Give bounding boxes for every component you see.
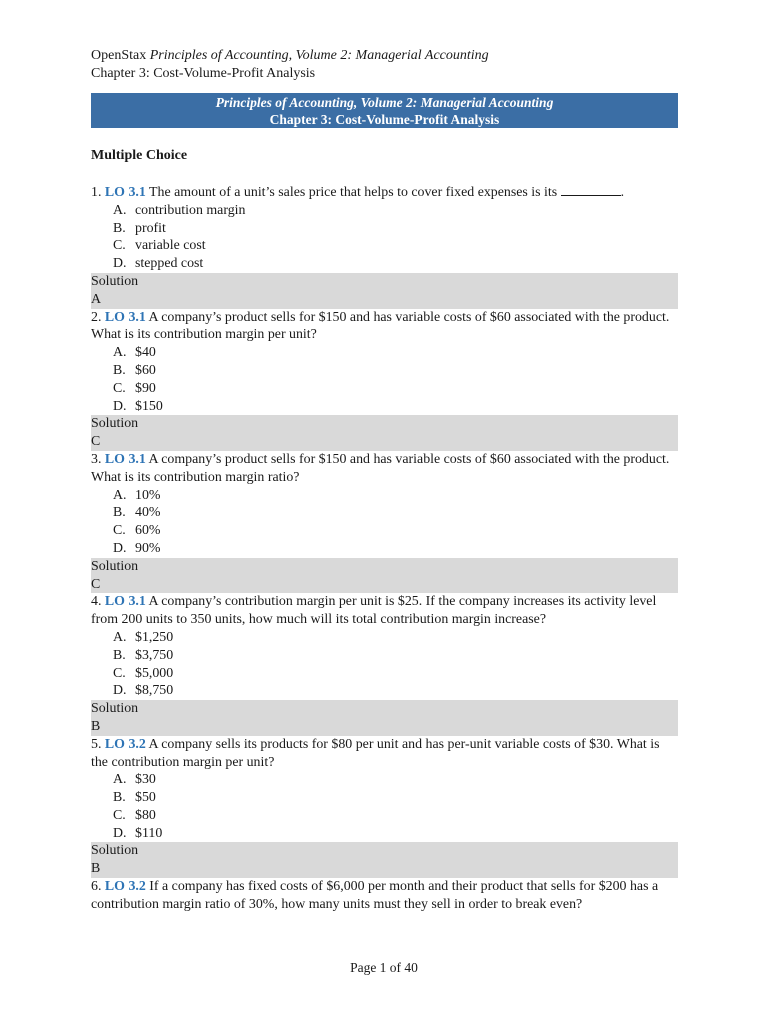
question-body: A company’s product sells for $150 and has variable costs of $60 associated with the product. What is its contribution margin per unit?	[91, 309, 670, 343]
question-1	[91, 183, 678, 309]
solution-block	[91, 842, 678, 878]
solution-label: Solution	[91, 273, 139, 289]
solution-answer: A	[91, 291, 102, 307]
solution-block	[91, 273, 678, 309]
page-number: Page 1 of 40	[350, 960, 418, 975]
question-body: A company sells its products for $80 per unit and has per-unit variable costs of $30. What is the contribution margin per unit?	[91, 736, 660, 770]
question-text	[91, 736, 678, 772]
option-d: D. 90%	[113, 540, 161, 556]
question-number: 6.	[91, 879, 102, 895]
question-list	[91, 183, 678, 914]
solution-block	[91, 558, 678, 594]
option-d: D. $110	[113, 825, 163, 841]
option-a: A. $40	[113, 345, 156, 361]
option-a: A. $30	[113, 772, 156, 788]
question-3	[91, 451, 678, 593]
banner-chapter: Chapter 3: Cost-Volume-Profit Analysis	[269, 112, 500, 127]
question-5	[91, 736, 678, 878]
question-body: The amount of a unit’s sales price that helps to cover fixed expenses is its	[149, 185, 558, 200]
solution-label: Solution	[91, 701, 139, 717]
option-b: B. $60	[113, 362, 156, 378]
book-title: Principles of Accounting, Volume 2: Managerial Accounting	[149, 48, 489, 63]
solution-label: Solution	[91, 843, 139, 859]
learning-objective: LO 3.1	[104, 185, 146, 200]
option-d: D. $150	[113, 398, 163, 414]
option-c: C. $5,000	[113, 665, 174, 681]
solution-label: Solution	[91, 558, 139, 574]
question-text	[91, 593, 678, 629]
publisher: OpenStax	[91, 48, 147, 63]
learning-objective: LO 3.2	[104, 879, 146, 895]
option-b: B. 40%	[113, 505, 161, 521]
question-suffix: .	[620, 185, 625, 200]
option-c: C. 60%	[113, 523, 161, 539]
solution-label: Solution	[91, 416, 139, 432]
option-b: B. profit	[113, 220, 166, 236]
solution-block	[91, 415, 678, 451]
question-number: 3.	[91, 451, 102, 467]
option-b: B. $50	[113, 790, 156, 806]
question-2	[91, 309, 678, 451]
running-header-line-1	[91, 47, 489, 65]
question-6	[91, 878, 678, 914]
question-body: A company’s product sells for $150 and has variable costs of $60 associated with the product. What is its contribution margin ratio?	[91, 451, 670, 485]
solution-block	[91, 700, 678, 736]
question-number: 4.	[91, 594, 102, 610]
question-number: 1.	[91, 185, 102, 200]
running-header-chapter: Chapter 3: Cost-Volume-Profit Analysis	[91, 66, 316, 81]
question-number: 2.	[91, 309, 102, 325]
question-text	[91, 451, 678, 487]
solution-answer: B	[91, 861, 101, 877]
learning-objective: LO 3.2	[104, 736, 146, 752]
option-d: D. stepped cost	[113, 256, 204, 272]
fill-in-blank	[561, 183, 621, 196]
solution-answer: C	[91, 576, 101, 592]
question-4	[91, 593, 678, 735]
learning-objective: LO 3.1	[104, 594, 146, 610]
solution-answer: C	[91, 434, 101, 450]
option-a: A. contribution margin	[113, 202, 246, 218]
question-text	[91, 309, 678, 345]
question-number: 5.	[91, 736, 102, 752]
question-text	[91, 183, 678, 202]
solution-answer: B	[91, 718, 101, 734]
question-text	[91, 878, 678, 914]
learning-objective: LO 3.1	[104, 451, 146, 467]
banner-title: Principles of Accounting, Volume 2: Managerial Accounting	[215, 95, 554, 110]
question-body: If a company has fixed costs of $6,000 per month and their product that sells for $200 has a contribution margin ratio of 30%, how many units must they sell in order to break even?	[91, 879, 659, 912]
option-a: A. 10%	[113, 487, 161, 503]
learning-objective: LO 3.1	[104, 309, 146, 325]
title-banner	[91, 93, 678, 128]
option-b: B. $3,750	[113, 647, 174, 663]
question-body: A company’s contribution margin per unit is $25. If the company increases its activity level from 200 units to 350 units, how much will its total contribution margin increase?	[91, 594, 657, 628]
section-title: Multiple Choice	[91, 148, 188, 163]
option-c: C. $80	[113, 807, 156, 823]
option-c: C. variable cost	[113, 238, 206, 254]
option-d: D. $8,750	[113, 683, 174, 699]
option-a: A. $1,250	[113, 629, 174, 645]
option-c: C. $90	[113, 380, 156, 396]
